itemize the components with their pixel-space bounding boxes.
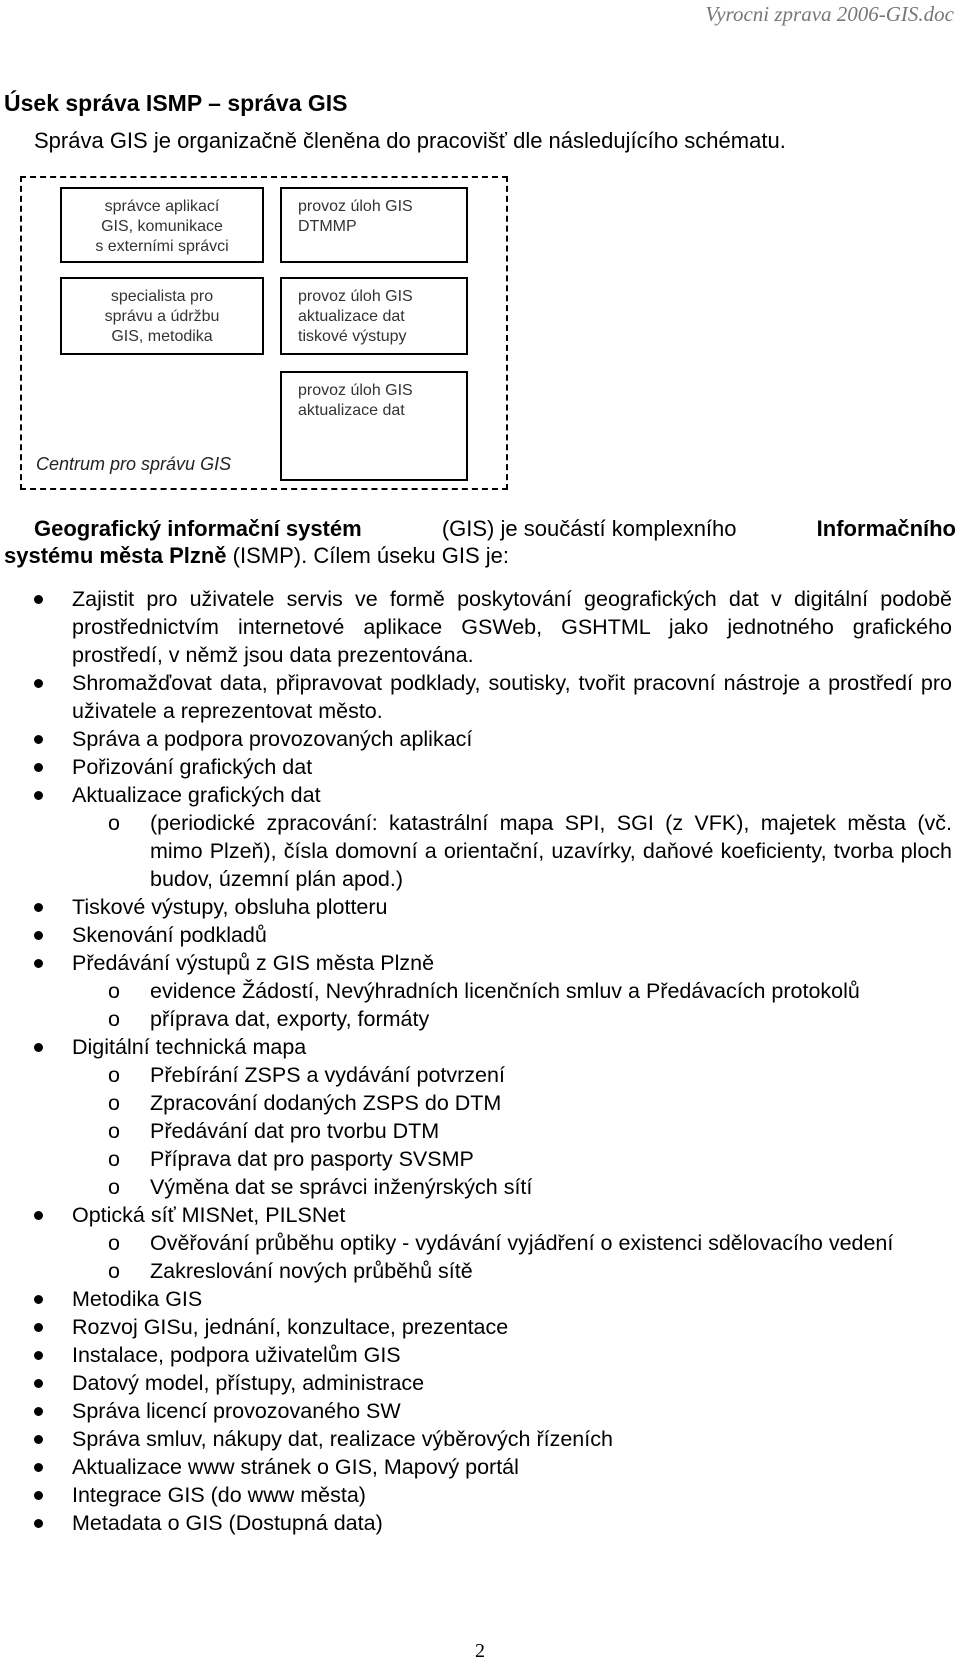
- list-item: [0, 1313, 960, 1341]
- list-item: [0, 1285, 960, 1313]
- page-number: 2: [475, 1640, 485, 1662]
- diagram-box-print-output: [280, 277, 468, 355]
- sub-bullet-icon: o: [108, 1007, 120, 1031]
- diagram-box-specialist: [60, 277, 264, 355]
- list-item: [0, 1509, 960, 1537]
- diagram-box-label: provoz úloh GIS DTMMP: [298, 198, 413, 235]
- sub-list-item: [0, 1117, 960, 1145]
- sub-list-item: [0, 1061, 960, 1089]
- sub-item-text: Předávání dat pro tvorbu DTM: [150, 1119, 440, 1143]
- document-filename: Vyrocni zprava 2006-GIS.doc: [705, 2, 954, 26]
- diagram-container-label: Centrum pro správu GIS: [36, 454, 232, 474]
- list-item-text: Tiskové výstupy, obsluha plotteru: [72, 895, 388, 919]
- sub-item-text: Ověřování průběhu optiky - vydávání vyjádření o existenci sdělovacího vedení: [150, 1231, 894, 1255]
- list-item-text: Správa smluv, nákupy dat, realizace výběrových řízeních: [72, 1427, 613, 1451]
- list-item: [0, 725, 960, 753]
- diagram-box-data-update: [280, 371, 468, 481]
- sub-list-item: [0, 1173, 960, 1201]
- bullet-icon: [34, 735, 43, 744]
- list-item: [0, 781, 960, 809]
- bullet-icon: [34, 1043, 43, 1052]
- list-item: [0, 753, 960, 781]
- bullet-icon: [34, 763, 43, 772]
- diagram-box-label: správce aplikací GIS, komunikace s externími správci: [95, 198, 229, 255]
- paragraph-bold-ismp-a: Informačního: [816, 516, 956, 541]
- sub-bullet-icon: o: [108, 1119, 120, 1143]
- description-paragraph: [4, 515, 956, 569]
- sub-item-text: Zakreslování nových průběhů sítě: [150, 1259, 473, 1283]
- list-item-text: Metodika GIS: [72, 1287, 203, 1311]
- bullet-icon: [34, 1211, 43, 1220]
- list-item-text: Optická síť MISNet, PILSNet: [72, 1203, 346, 1227]
- sub-list-item: [0, 977, 960, 1005]
- sub-bullet-icon: o: [108, 1091, 120, 1115]
- diagram-box-app-admin: [60, 187, 264, 263]
- sub-list-item: [0, 1229, 960, 1257]
- sub-item-text: Příprava dat pro pasporty SVSMP: [150, 1147, 474, 1171]
- bullet-icon: [34, 1379, 43, 1388]
- list-item-text: Aktualizace grafických dat: [72, 783, 321, 807]
- bullet-icon: [34, 791, 43, 800]
- bullet-icon: [34, 1519, 43, 1528]
- sub-list-item: [0, 1257, 960, 1285]
- sub-item-text: Zpracování dodaných ZSPS do DTM: [150, 1091, 502, 1115]
- paragraph-bold-ismp-b: systému města Plzně: [4, 543, 227, 568]
- sub-list-item: [0, 1005, 960, 1033]
- list-item-text: Digitální technická mapa: [72, 1035, 307, 1059]
- list-item-text: Správa licencí provozovaného SW: [72, 1399, 401, 1423]
- bullet-icon: [34, 1351, 43, 1360]
- org-diagram: [20, 176, 508, 490]
- list-item-text: Metadata o GIS (Dostupná data): [72, 1511, 383, 1535]
- list-item: [0, 1033, 960, 1061]
- list-item: [0, 1201, 960, 1229]
- sub-item-text: příprava dat, exporty, formáty: [150, 1007, 430, 1031]
- diagram-box-dtmmp: [280, 187, 468, 263]
- list-item-text: Integrace GIS (do www města): [72, 1483, 366, 1507]
- list-item-text: Skenování podkladů: [72, 923, 267, 947]
- list-item: [0, 921, 960, 949]
- list-item-text: Pořizování grafických dat: [72, 755, 313, 779]
- list-item: [0, 893, 960, 921]
- list-item-text: Rozvoj GISu, jednání, konzultace, prezentace: [72, 1315, 509, 1339]
- list-item-text: Shromažďovat data, připravovat podklady, soutisky, tvořit pracovní nástroje a prostředí pro uživatele a reprezentovat město.: [72, 671, 952, 723]
- list-item-text: Správa a podpora provozovaných aplikací: [72, 727, 473, 751]
- intro-text: Správa GIS je organizačně členěna do pracovišť dle následujícího schématu.: [34, 128, 786, 153]
- list-item: [0, 669, 960, 725]
- bullet-icon: [34, 1407, 43, 1416]
- sub-list-item: [0, 1145, 960, 1173]
- bullet-icon: [34, 959, 43, 968]
- sub-bullet-icon: o: [108, 1147, 120, 1171]
- sub-bullet-icon: o: [108, 1175, 120, 1199]
- paragraph-text: (GIS) je součástí komplexního: [441, 516, 737, 541]
- list-item-text: Předávání výstupů z GIS města Plzně: [72, 951, 435, 975]
- list-item-text: Instalace, podpora uživatelům GIS: [72, 1343, 401, 1367]
- sub-bullet-icon: o: [108, 1063, 120, 1087]
- bullet-icon: [34, 1435, 43, 1444]
- list-item: [0, 1481, 960, 1509]
- sub-item-text: Přebírání ZSPS a vydávání potvrzení: [150, 1063, 505, 1087]
- paragraph-bold-gis: Geografický informační systém: [34, 516, 362, 541]
- diagram-box-label: provoz úloh GIS aktualizace dat tiskové výstupy: [298, 288, 413, 345]
- goals-list: [0, 585, 960, 1537]
- list-item: [0, 1425, 960, 1453]
- sub-list-item: [0, 809, 960, 893]
- list-item: [0, 585, 960, 669]
- sub-bullet-icon: o: [108, 979, 120, 1003]
- bullet-icon: [34, 903, 43, 912]
- list-item: [0, 1341, 960, 1369]
- diagram-box-label: provoz úloh GIS aktualizace dat: [298, 382, 413, 419]
- bullet-icon: [34, 1323, 43, 1332]
- list-item: [0, 1453, 960, 1481]
- list-item: [0, 1369, 960, 1397]
- list-item-text: Datový model, přístupy, administrace: [72, 1371, 425, 1395]
- bullet-icon: [34, 1463, 43, 1472]
- sub-list-item: [0, 1089, 960, 1117]
- sub-bullet-icon: o: [108, 1231, 120, 1255]
- sub-bullet-icon: o: [108, 1259, 120, 1283]
- bullet-icon: [34, 595, 43, 604]
- paragraph-text: (ISMP). Cílem úseku GIS je:: [232, 543, 509, 568]
- bullet-icon: [34, 1295, 43, 1304]
- sub-item-text: (periodické zpracování: katastrální mapa SPI, SGI (z VFK), majetek města (vč. mimo Plzeň), čísla domovní a orientační, uzavírky, daňové koeficienty, tvorba ploch budov, územní plán apod.): [150, 811, 952, 891]
- list-item-text: Zajistit pro uživatele servis ve formě poskytování geografických dat v digitální podobě prostřednictvím internetové aplikace GSWeb, GSHTML jako jednotného grafického prostředí, v němž jsou data prezentována.: [72, 587, 952, 667]
- bullet-icon: [34, 931, 43, 940]
- sub-item-text: Výměna dat se správci inženýrských sítí: [150, 1175, 533, 1199]
- list-item: [0, 949, 960, 977]
- list-item-text: Aktualizace www stránek o GIS, Mapový portál: [72, 1455, 519, 1479]
- sub-item-text: evidence Žádostí, Nevýhradních licenčních smluv a Předávacích protokolů: [150, 979, 860, 1003]
- diagram-box-label: specialista pro správu a údržbu GIS, metodika: [104, 288, 220, 345]
- section-title: Úsek správa ISMP – správa GIS: [4, 90, 348, 116]
- bullet-icon: [34, 1491, 43, 1500]
- sub-bullet-icon: o: [108, 811, 120, 835]
- bullet-icon: [34, 679, 43, 688]
- list-item: [0, 1397, 960, 1425]
